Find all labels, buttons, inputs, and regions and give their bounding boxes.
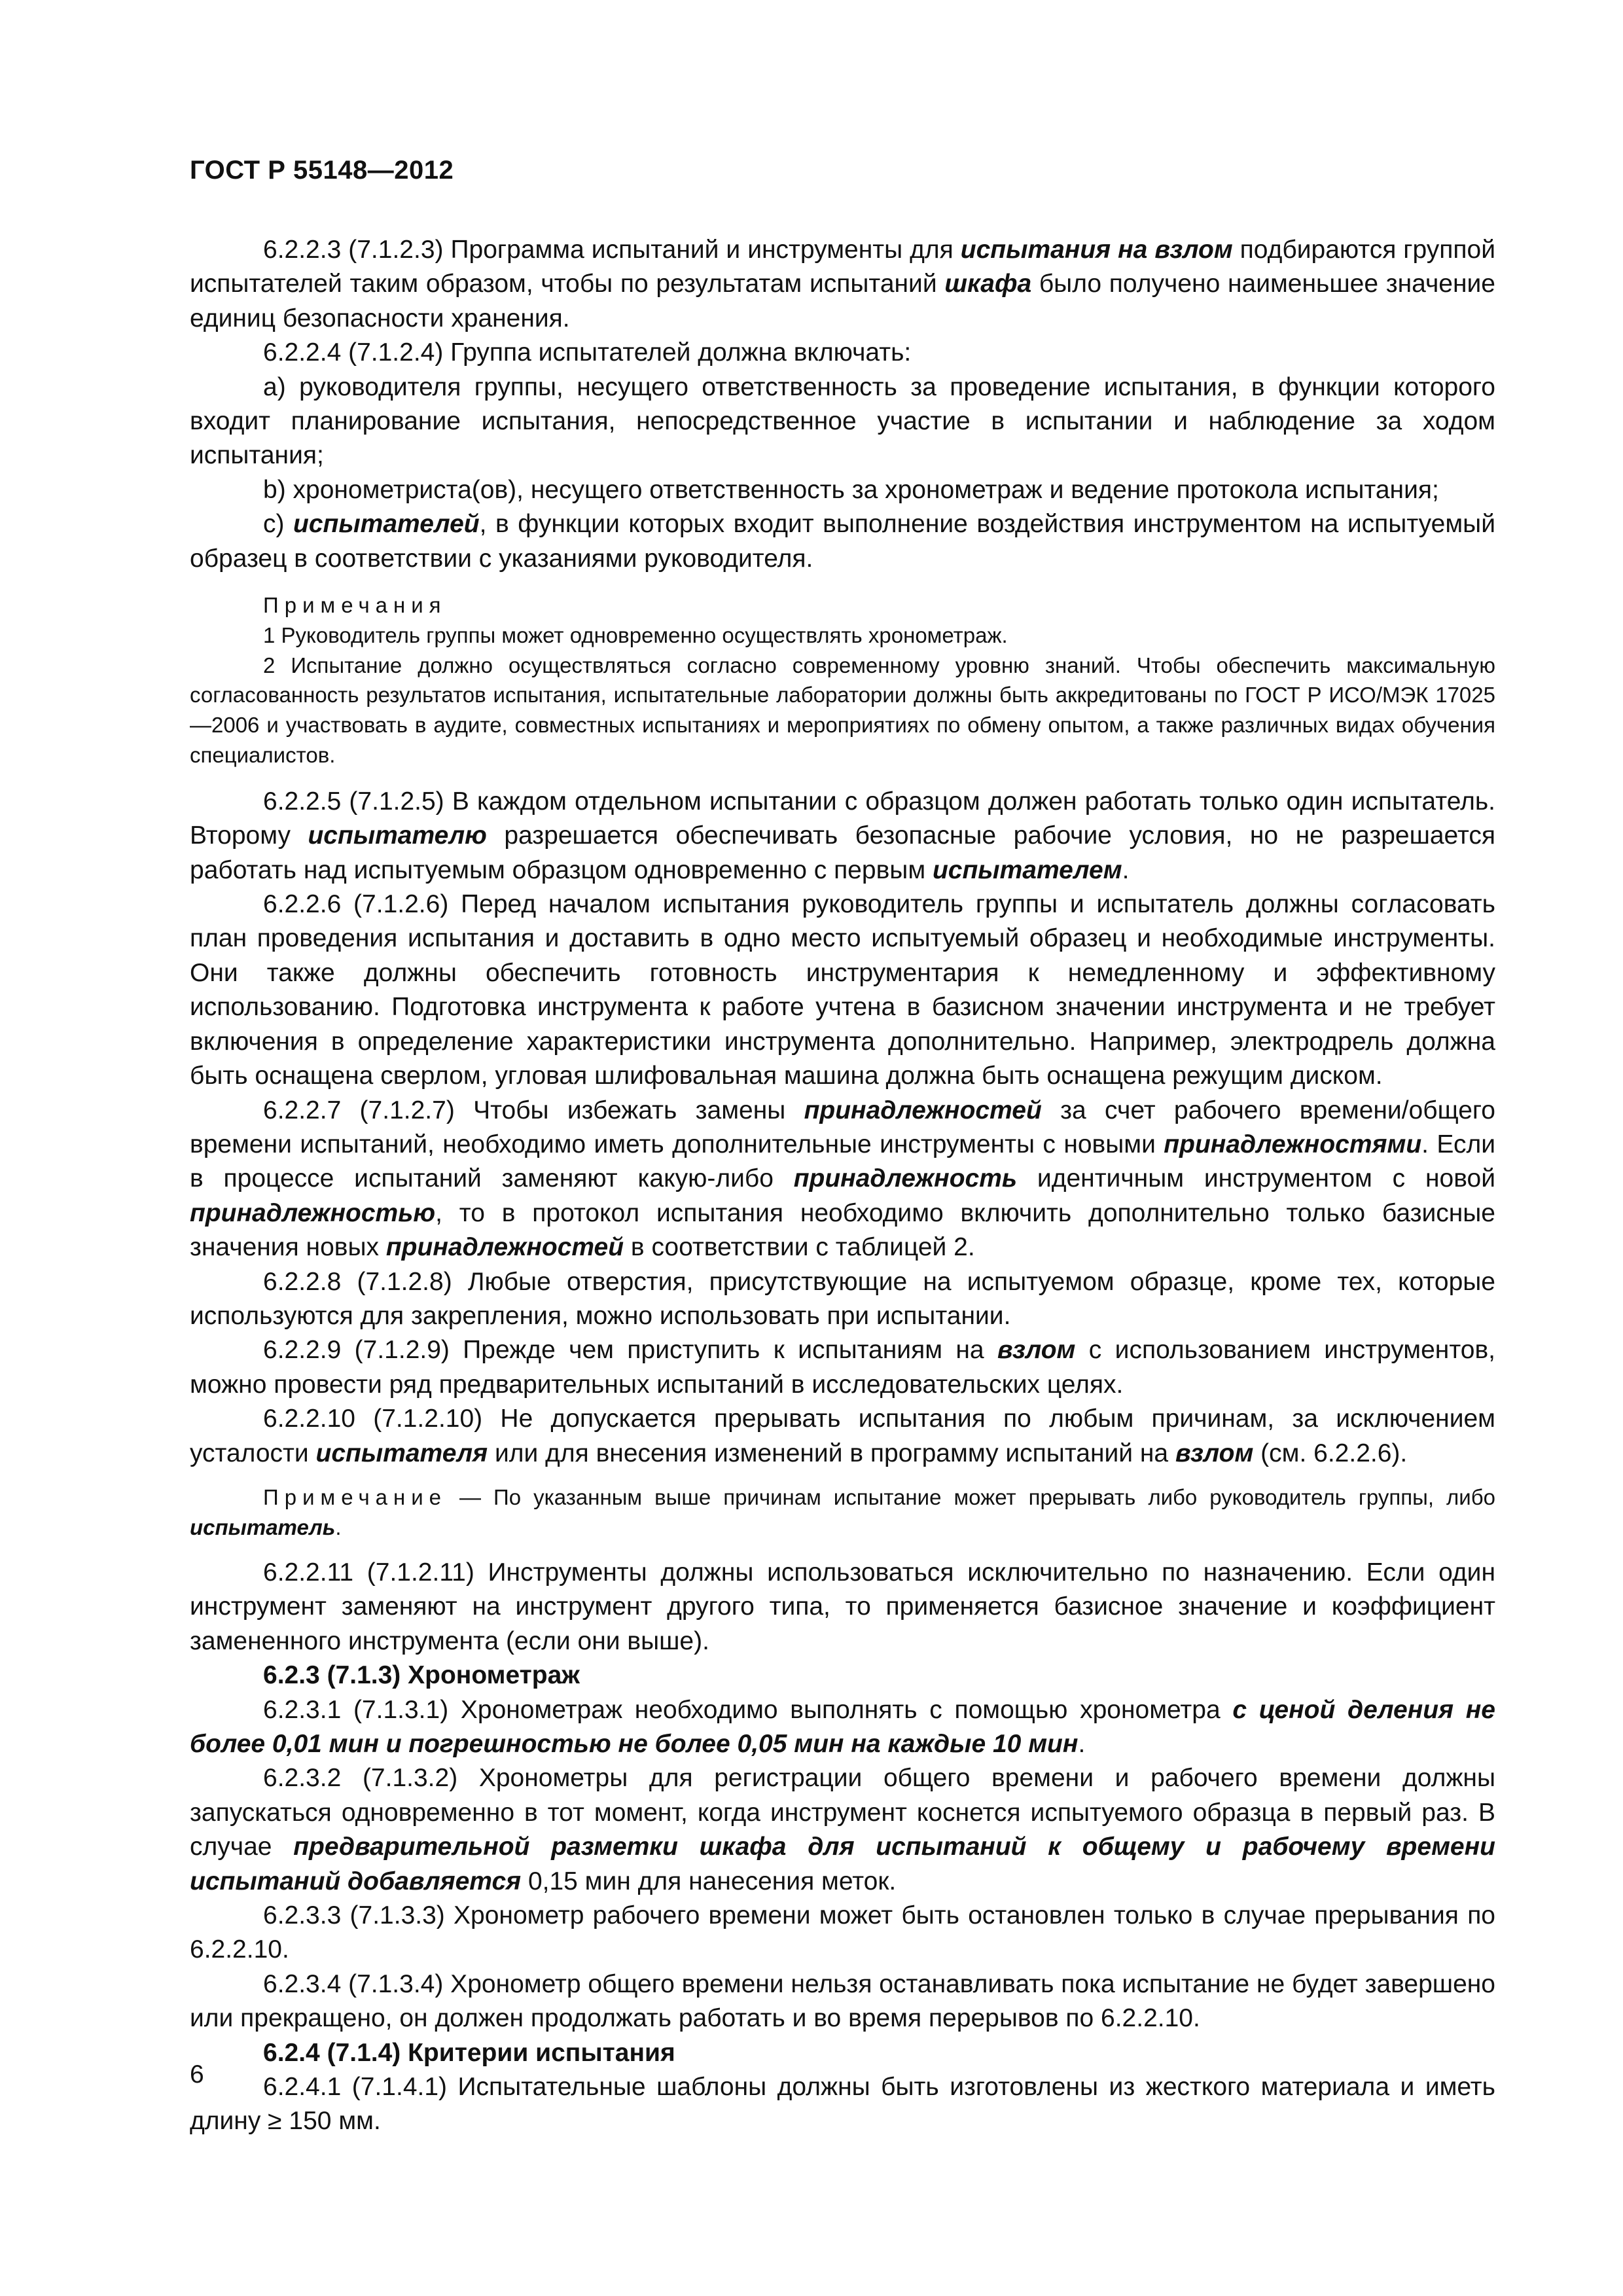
emphasis: предварительной разметки шкафа для испытаний к общему и рабочему времени испытаний добавляется [190, 1833, 1495, 1895]
emphasis: принадлежностью [190, 1198, 436, 1227]
emphasis: взлом [1175, 1439, 1254, 1467]
emphasis: испытатель [190, 1515, 336, 1539]
paragraph-6-2-2-3: 6.2.2.3 (7.1.2.3) Программа испытаний и инструменты для испытания на взлом подбираются группой испытателей таким образом, чтобы по результатам испытаний шкафа было получено наименьшее значение единиц безопасности хранения. [190, 236, 1495, 332]
emphasis: с ценой деления не более 0,01 мин и погрешностью не более 0,05 мин на каждые 10 мин [190, 1695, 1495, 1758]
document-body [190, 233, 1495, 2139]
emphasis: испытателя [315, 1439, 488, 1467]
page-number: 6 [190, 2060, 204, 2089]
emphasis: испытания на взлом [960, 236, 1233, 264]
paragraph-6-2-2-11: 6.2.2.11 (7.1.2.11) Инструменты должны использоваться исключительно по назначению. Если один инструмент заменяют на инструмент другого типа, то применяется базисное значение и коэффициент замененного инструмента (если они выше). [190, 1558, 1495, 1655]
notes-block [190, 590, 1495, 770]
paragraph-6-2-2-8: 6.2.2.8 (7.1.2.8) Любые отверстия, присутствующие на испытуемом образце, кроме тех, которые используются для закрепления, можно использовать при испытании. [190, 1267, 1495, 1330]
emphasis: взлом [997, 1336, 1076, 1365]
section-heading-6-2-3: 6.2.3 (7.1.3) Хронометраж [263, 1661, 580, 1690]
paragraph-6-2-3-1: 6.2.3.1 (7.1.3.1) Хронометраж необходимо выполнять с помощью хронометра с ценой деления не более 0,01 мин и погрешностью не более 0,05 мин на каждые 10 мин. [190, 1695, 1495, 1758]
emphasis: принадлежность [793, 1164, 1018, 1193]
paragraph-6-2-2-6: 6.2.2.6 (7.1.2.6) Перед началом испытания руководитель группы и испытатель должны согласовать план проведения испытания и доставить в одно место испытуемый образец и необходимые инструменты. Они также должны обеспечить готовность инструментария к немедленному и эффективному использованию. Подготовка инструмента к работе учтена в базисном значении инструмента и не требует включения в определение характеристики инструмента дополнительно. Например, электродрель должна быть оснащена сверлом, угловая шлифовальная машина должна быть оснащена режущим диском. [190, 890, 1495, 1090]
emphasis: принадлежностей [385, 1233, 624, 1262]
paragraph-6-2-3-3: 6.2.3.3 (7.1.3.3) Хронометр рабочего времени может быть остановлен только в случае прерывания по 6.2.2.10. [190, 1901, 1495, 1964]
paragraph-6-2-2-7: 6.2.2.7 (7.1.2.7) Чтобы избежать замены принадлежностей за счет рабочего времени/общего времени испытаний, необходимо иметь дополнительные инструменты с новыми принадлежностями. Если в процессе испытаний заменяют какую-либо принадлежность идентичным инструментом с новой принадлежностью, то в протокол испытания необходимо включить дополнительно только базисные значения новых принадлежностей в соответствии с таблицей 2. [190, 1096, 1496, 1262]
list-item-c: c) испытателей, в функции которых входит выполнение воздействия инструментом на испытуемый образец в соответствии с указаниями руководителя. [190, 510, 1495, 573]
emphasis: испытателей [293, 510, 480, 539]
emphasis: принадлежностями [1164, 1130, 1422, 1158]
paragraph-6-2-4-1: 6.2.4.1 (7.1.4.1) Испытательные шаблоны должны быть изготовлены из жесткого материала и иметь длину ≥ 150 мм. [190, 2073, 1495, 2136]
note-label: Примечание [263, 1484, 448, 1509]
paragraph-6-2-2-4: 6.2.2.4 (7.1.2.4) Группа испытателей должна включать: [263, 338, 912, 367]
section-heading-6-2-4: 6.2.4 (7.1.4) Критерии испытания [263, 2038, 675, 2067]
paragraph-6-2-3-2: 6.2.3.2 (7.1.3.2) Хронометры для регистрации общего времени и рабочего времени должны запускаться одновременно в тот момент, когда инструмент коснется испытуемого образца в первый раз. В случае предварительной разметки шкафа для испытаний к общему и рабочему времени испытаний добавляется 0,15 мин для нанесения меток. [190, 1764, 1495, 1895]
note-block [190, 1482, 1495, 1543]
list-item-b: b) хронометриста(ов), несущего ответственность за хронометраж и ведение протокола испытания; [263, 475, 1439, 504]
list-item-a: a) руководителя группы, несущего ответственность за проведение испытания, в функции которого входит планирование испытания, непосредственное участие в испытании и наблюдение за ходом испытания; [190, 372, 1495, 470]
paragraph-6-2-2-10: 6.2.2.10 (7.1.2.10) Не допускается прерывать испытания по любым причинам, за исключением усталости испытателя или для внесения изменений в программу испытаний на взлом (см. 6.2.2.6). [190, 1405, 1495, 1467]
paragraph-6-2-2-5: 6.2.2.5 (7.1.2.5) В каждом отдельном испытании с образцом должен работать только один испытатель. Второму испытателю разрешается обеспечивать безопасные рабочие условия, но не разрешается работать над испытуемым образцом одновременно с первым испытателем. [190, 787, 1495, 884]
document-header: ГОСТ Р 55148—2012 [190, 156, 454, 185]
notes-title: Примечания [263, 593, 447, 618]
emphasis: шкафа [944, 270, 1032, 298]
note-2: 2 Испытание должно осуществляться согласно современному уровню знаний. Чтобы обеспечить максимальную согласованность результатов испытания, испытательные лаборатории должны быть аккредитованы по ГОСТ Р ИСО/МЭК 17025—2006 и участвовать в аудите, совместных испытаниях и мероприятиях по обмену опытом, а также различных видах обучения специалистов. [190, 653, 1495, 768]
paragraph-6-2-3-4: 6.2.3.4 (7.1.3.4) Хронометр общего времени нельзя останавливать пока испытание не будет завершено или прекращено, он должен продолжать работать и во время перерывов по 6.2.2.10. [190, 1969, 1495, 2033]
emphasis: испытателем [932, 855, 1122, 884]
emphasis: испытателю [308, 821, 487, 850]
paragraph-6-2-2-9: 6.2.2.9 (7.1.2.9) Прежде чем приступить к испытаниям на взлом с использованием инструментов, можно провести ряд предварительных испытаний в исследовательских целях. [190, 1336, 1495, 1399]
note-1: 1 Руководитель группы может одновременно осуществлять хронометраж. [263, 622, 1008, 647]
emphasis: принадлежностей [804, 1096, 1042, 1124]
note-text: Примечание — По указанным выше причинам испытание может прерывать либо руководитель группы, либо испытатель. [190, 1484, 1495, 1539]
